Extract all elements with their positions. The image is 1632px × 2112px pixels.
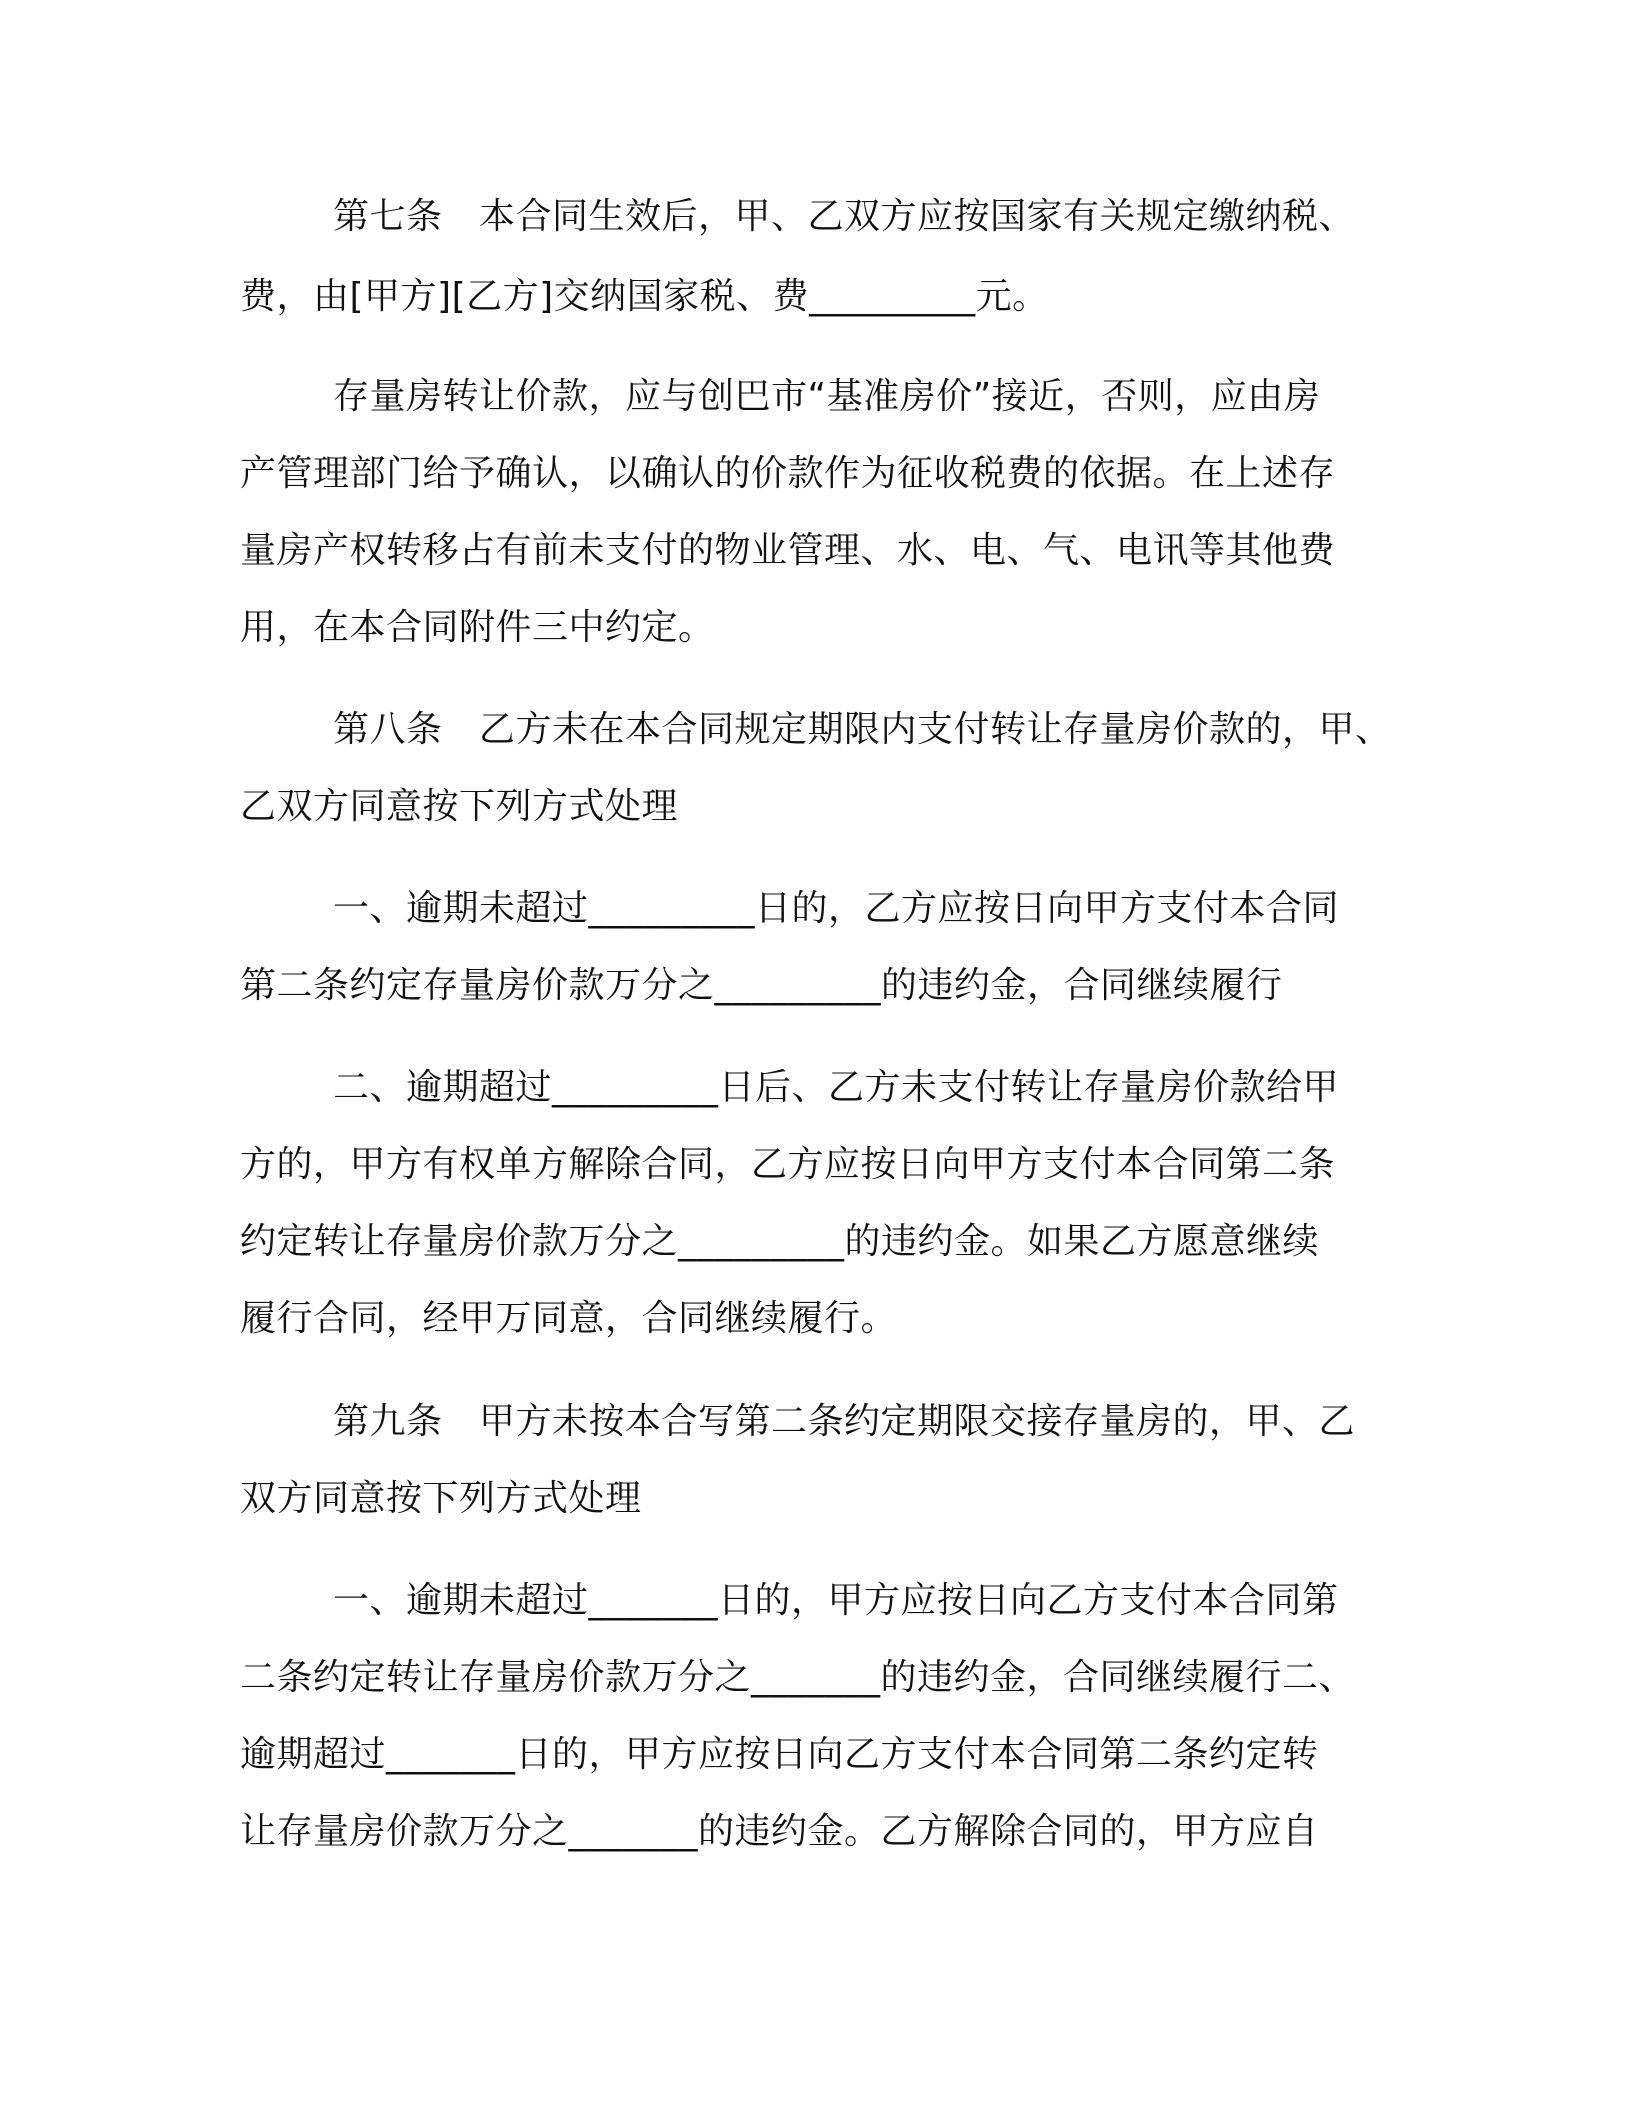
price-paragraph-line-2: 产管理部门给予确认，以确认的价款作为征收税费的依据。在上述存 xyxy=(240,453,1336,494)
article-7-line-1: 第七条 本合同生效后，甲、乙双方应按国家有关规定缴纳税、 xyxy=(333,196,1356,237)
article-9-line-1: 第九条 甲方未按本合写第二条约定期限交接存量房的，甲、乙 xyxy=(333,1401,1356,1442)
article-9-line-2: 双方同意按下列方式处理 xyxy=(240,1478,642,1519)
article-8-item-1-line-2: 第二条约定存量房价款万分之_________的违约金，合同继续履行 xyxy=(240,965,1283,1006)
price-paragraph-line-1: 存量房转让价款，应与创巴市“基准房价”接近，否则，应由房 xyxy=(333,376,1321,417)
price-paragraph-line-4: 用，在本合同附件三中约定。 xyxy=(240,607,715,648)
article-9-item-1-line-3: 逾期超过_______日的，甲方应按日向乙方支付本合同第二条约定转 xyxy=(240,1734,1319,1775)
article-8-line-1: 第八条 乙方未在本合同规定期限内支付转让存量房价款的，甲、 xyxy=(333,709,1392,750)
article-9-item-1-line-2: 二条约定转让存量房价款万分之_______的违约金，合同继续履行二、 xyxy=(240,1657,1356,1698)
article-9-item-1-line-1: 一、逾期未超过_______日的，甲方应按日向乙方支付本合同第 xyxy=(333,1580,1339,1621)
article-8-item-2-line-2: 方的，甲方有权单方解除合同，乙方应按日向甲方支付本合同第二条 xyxy=(240,1144,1336,1185)
article-9-item-1-line-4: 让存量房价款万分之_______的违约金。乙方解除合同的，甲方应自 xyxy=(240,1811,1319,1852)
article-8-item-2-line-3: 约定转让存量房价款万分之_________的违约金。如果乙方愿意继续 xyxy=(240,1221,1320,1262)
article-8-item-1-line-1: 一、逾期未超过_________日的，乙方应按日向甲方支付本合同 xyxy=(333,888,1340,929)
article-8-item-2-line-4: 履行合同，经甲万同意，合同继续履行。 xyxy=(240,1298,898,1339)
price-paragraph-line-3: 量房产权转移占有前未支付的物业管理、水、电、气、电讯等其他费 xyxy=(240,530,1336,571)
article-8-item-2-line-1: 二、逾期超过_________日后、乙方未支付转让存量房价款给甲 xyxy=(333,1067,1340,1108)
article-8-line-2: 乙双方同意按下列方式处理 xyxy=(240,786,679,827)
article-7-line-2: 费，由[甲方][乙方]交纳国家税、费_________元。 xyxy=(240,276,1049,317)
